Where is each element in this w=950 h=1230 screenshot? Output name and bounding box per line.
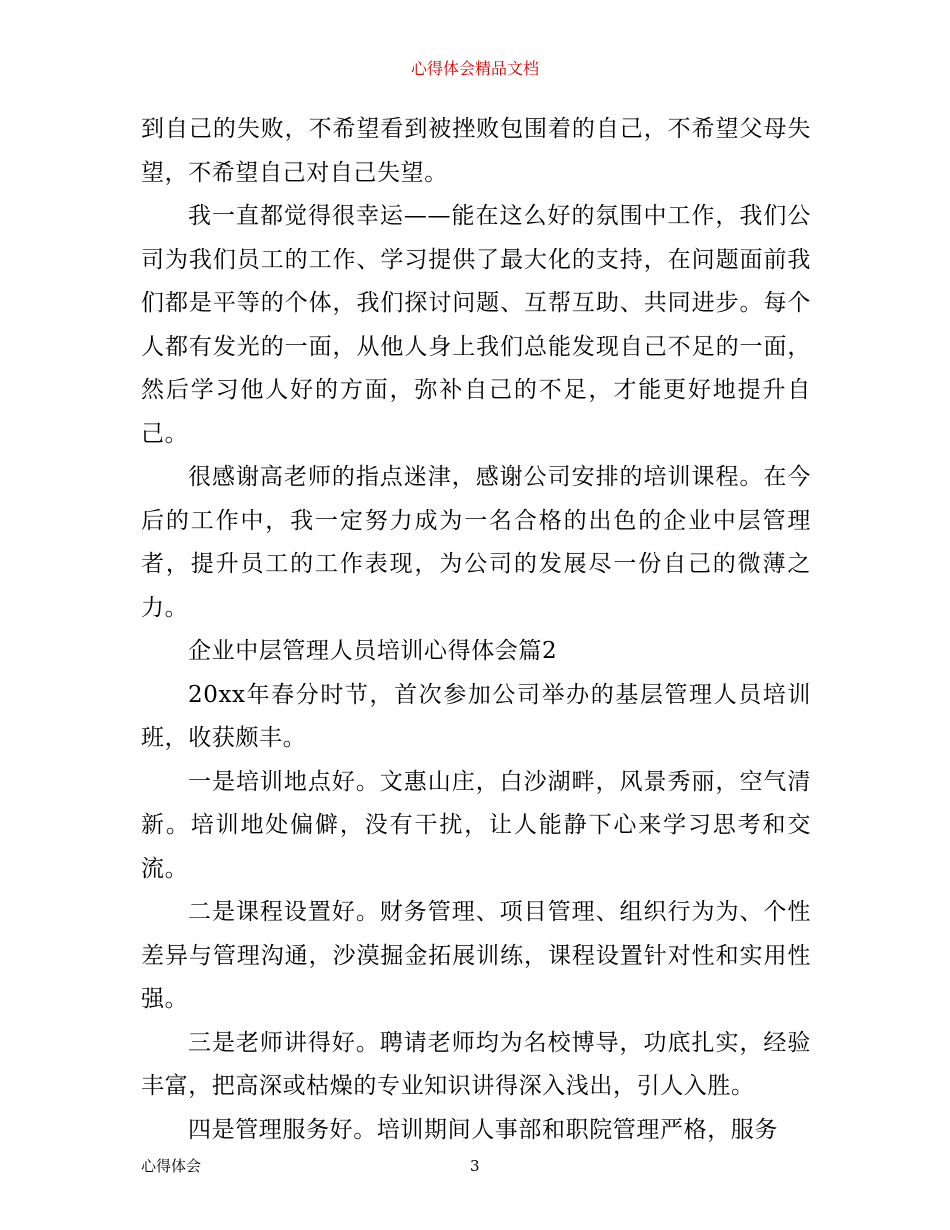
document-body <box>141 108 811 1152</box>
footer-label: 心得体会 <box>141 1157 202 1175</box>
paragraph: 三是老师讲得好。聘请老师均为名校博导，功底扎实，经验丰富，把高深或枯燥的专业知识讲得深入浅出，引人入胜。 <box>141 1029 811 1099</box>
paragraph: 20xx年春分时节，首次参加公司举办的基层管理人员培训班，收获颇丰。 <box>141 681 811 751</box>
paragraph-continuation: 到自己的失败，不希望看到被挫败包围着的自己，不希望父母失望，不希望自己对自己失望。 <box>141 116 811 186</box>
paragraph: 很感谢高老师的指点迷津，感谢公司安排的培训课程。在今后的工作中，我一定努力成为一名合格的出色的企业中层管理者，提升员工的工作表现，为公司的发展尽一份自己的微薄之力。 <box>141 464 811 621</box>
page-number: 3 <box>470 1157 480 1175</box>
paragraph: 四是管理服务好。培训期间人事部和职院管理严格，服务 <box>188 1116 778 1143</box>
paragraph: 我一直都觉得很幸运——能在这么好的氛围中工作，我们公司为我们员工的工作、学习提供了最大化的支持，在问题面前我们都是平等的个体，我们探讨问题、互帮互助、共同进步。每个人都有发光的一面，从他人身上我们总能发现自己不足的一面，然后学习他人好的方面，弥补自己的不足，才能更好地提升自己。 <box>141 203 811 447</box>
document-header-title: 心得体会精品文档 <box>410 59 539 78</box>
paragraph: 二是课程设置好。财务管理、项目管理、组织行为为、个性差异与管理沟通，沙漠掘金拓展训练，课程设置针对性和实用性强。 <box>141 899 811 1012</box>
section-heading: 企业中层管理人员培训心得体会篇2 <box>188 638 558 664</box>
paragraph: 一是培训地点好。文惠山庄，白沙湖畔，风景秀丽，空气清新。培训地处偏僻，没有干扰，让人能静下心来学习思考和交流。 <box>141 768 811 882</box>
